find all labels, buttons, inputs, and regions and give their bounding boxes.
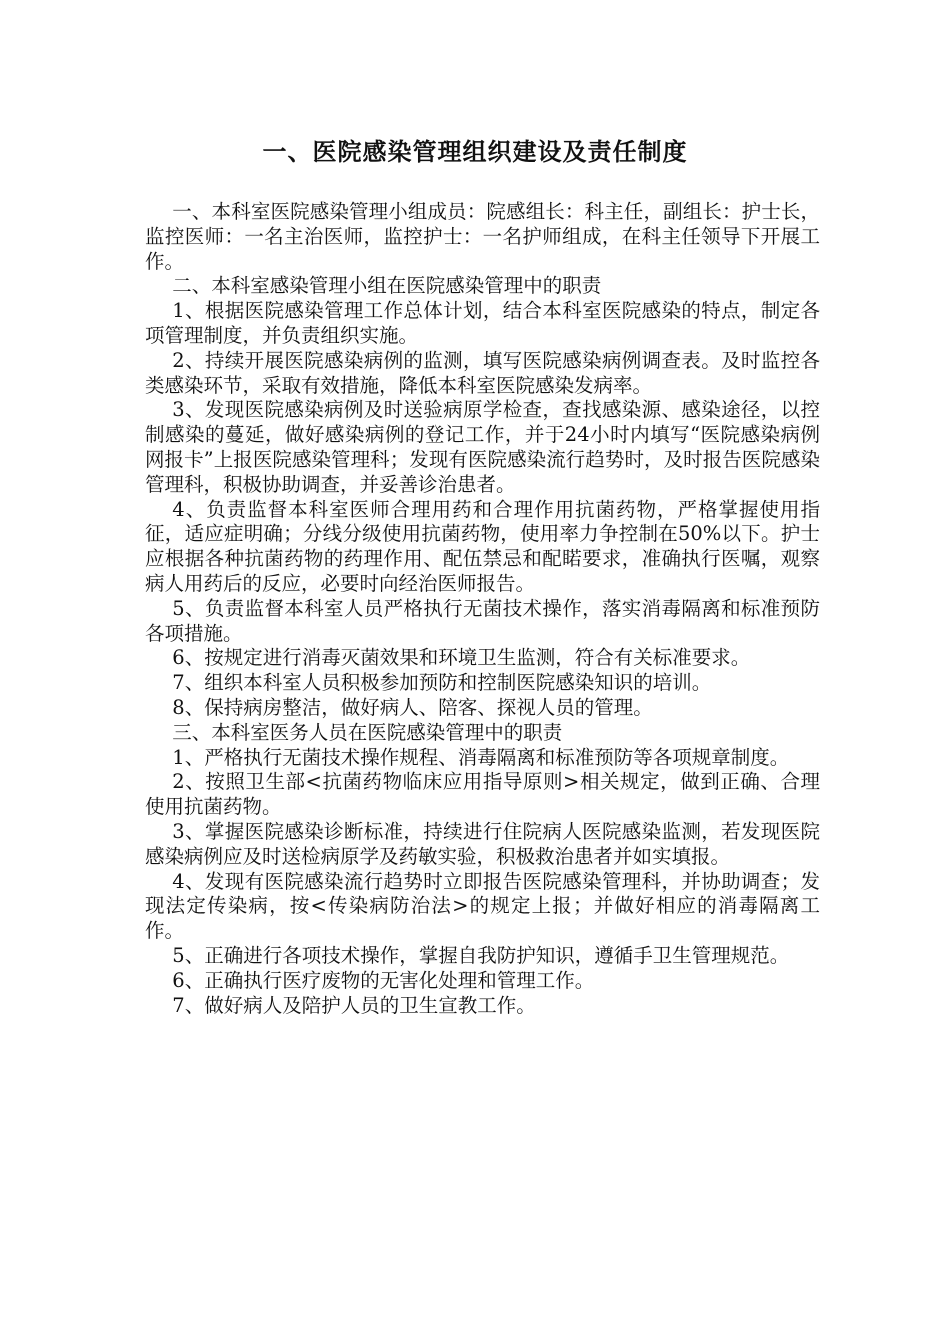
group-duty-item-6: 6、按规定进行消毒灭菌效果和环境卫生监测，符合有关标准要求。 (172, 646, 751, 670)
document-title: 一、医院感染管理组织建设及责任制度 (262, 138, 688, 166)
staff-duty-item-3: 3、掌握医院感染诊断标准，持续进行住院病人医院感染监测，若发现医院感染病例应及时送检病原学及药敏实验，积极救治患者并如实填报。 (145, 819, 820, 868)
section-heading-group-duties: 二、本科室感染管理小组在医院感染管理中的职责 (172, 274, 602, 298)
staff-duty-item-6: 6、正确执行医疗废物的无害化处理和管理工作。 (172, 968, 595, 992)
paragraph-team-members: 一、本科室医院感染管理小组成员：院感组长：科主任，副组长：护士长，监控医师：一名主治医师，监控护士：一名护师组成，在科主任领导下开展工作。 (145, 200, 820, 273)
staff-duty-item-7: 7、做好病人及陪护人员的卫生宣教工作。 (172, 993, 536, 1017)
staff-duty-item-4: 4、发现有医院感染流行趋势时立即报告医院感染管理科，并协助调查；发现法定传染病，按<传染病防治法>的规定上报；并做好相应的消毒隔离工作。 (145, 869, 820, 943)
group-duty-item-7: 7、组织本科室人员积极参加预防和控制医院感染知识的培训。 (172, 671, 712, 695)
group-duty-item-3: 3、发现医院感染病例及时送验病原学检查，查找感染源、感染途径，以控制感染的蔓延，做好感染病例的登记工作，并于24小时内填写“医院感染病例网报卡”上报医院感染管理科；发现有医院感染流行趋势时，及时报告医院感染管理科，积极协助调查，并妥善诊治患者。 (145, 398, 820, 496)
section-heading-staff-duties: 三、本科室医务人员在医院感染管理中的职责 (172, 720, 563, 744)
staff-duty-item-5: 5、正确进行各项技术操作，掌握自我防护知识，遵循手卫生管理规范。 (172, 943, 790, 967)
group-duty-item-5: 5、负责监督本科室人员严格执行无菌技术操作，落实消毒隔离和标准预防各项措施。 (145, 596, 820, 645)
document-body (145, 200, 820, 1018)
staff-duty-item-2: 2、按照卫生部<抗菌药物临床应用指导原则>相关规定，做到正确、合理使用抗菌药物。 (145, 770, 820, 819)
group-duty-item-8: 8、保持病房整洁，做好病人、陪客、探视人员的管理。 (172, 695, 653, 719)
group-duty-item-1: 1、根据医院感染管理工作总体计划，结合本科室医院感染的特点，制定各项管理制度，并负责组织实施。 (145, 299, 820, 347)
staff-duty-item-1: 1、严格执行无菌技术操作规程、消毒隔离和标准预防等各项规章制度。 (172, 745, 790, 769)
group-duty-item-2: 2、持续开展医院感染病例的监测，填写医院感染病例调查表。及时监控各类感染环节，采取有效措施，降低本科室医院感染发病率。 (145, 348, 820, 397)
group-duty-item-4: 4、负责监督本科室医师合理用药和合理作用抗菌药物，严格掌握使用指征，适应症明确；分线分级使用抗菌药物，使用率力争控制在50%以下。护士应根据各种抗菌药物的药理作用、配伍禁忌和配睰要求，准确执行医嘱，观察病人用药后的反应，必要时向经治医师报告。 (145, 497, 820, 595)
